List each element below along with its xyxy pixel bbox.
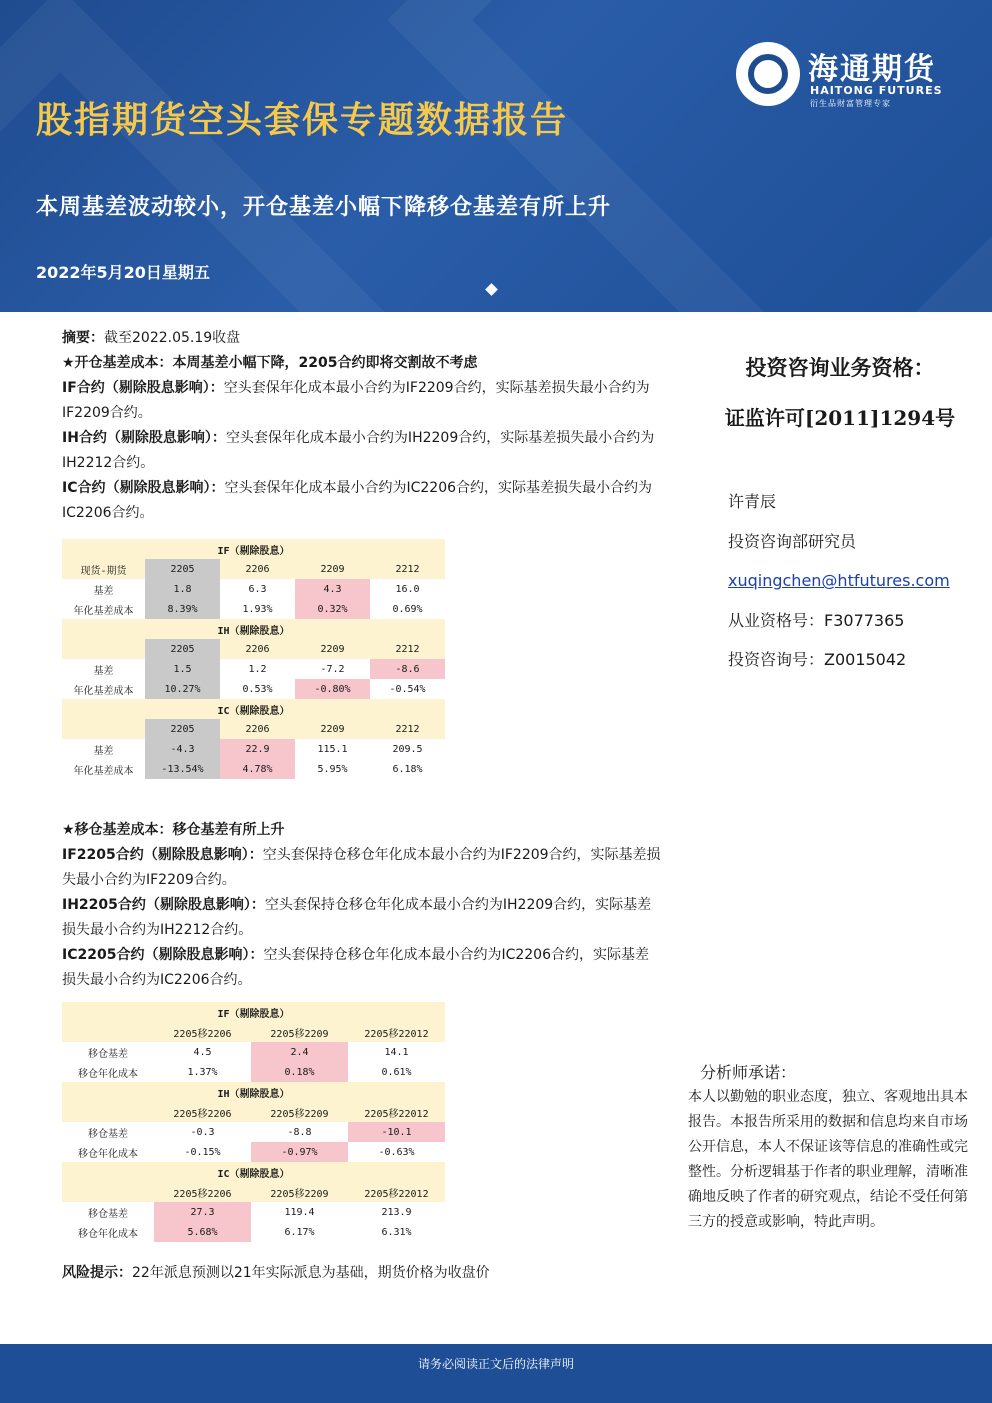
table-col-header: 2205 bbox=[145, 639, 220, 659]
table-corner-blank bbox=[62, 639, 145, 659]
table-corner-blank bbox=[62, 1182, 154, 1202]
table-col-header: 2205移2209 bbox=[270, 1028, 329, 1040]
table-corner: 现货-期货 bbox=[80, 565, 127, 577]
table-col-header: 2212 bbox=[395, 563, 420, 575]
row-label: 移仓年化成本 bbox=[78, 1148, 138, 1160]
table-group-title: IC（剔除股息） bbox=[62, 1162, 445, 1182]
table-cell: -13.54% bbox=[145, 759, 220, 779]
logo-name-cn: 海通期货 bbox=[808, 52, 936, 87]
roll-item-ic bbox=[62, 943, 662, 993]
table-cell: 8.39% bbox=[145, 599, 220, 619]
table-col-header: 2205 bbox=[145, 559, 220, 579]
summary-text: 截至2022.05.19收盘 bbox=[104, 330, 241, 346]
table-group-title: IF（剔除股息） bbox=[62, 539, 445, 559]
table-cell: -0.15% bbox=[184, 1146, 221, 1158]
table-row bbox=[62, 739, 445, 759]
roll-item-ih bbox=[62, 893, 662, 943]
table-cell: 0.61% bbox=[381, 1066, 412, 1078]
open-item-body: 空头套保年化成本最小合约为IC2206合约，实际基差损失最小合约为IC2206合约。 bbox=[62, 480, 653, 521]
row-label: 移仓年化成本 bbox=[78, 1068, 138, 1080]
table-cell: 5.68% bbox=[154, 1222, 251, 1242]
row-label: 移仓基差 bbox=[88, 1048, 128, 1060]
summary-line bbox=[62, 326, 662, 351]
table-corner-blank bbox=[62, 1022, 154, 1042]
table-cell: -0.54% bbox=[389, 683, 426, 695]
table-cell: 10.27% bbox=[145, 679, 220, 699]
row-label: 年化基差成本 bbox=[73, 765, 134, 777]
table-cell: 6.3 bbox=[248, 583, 267, 595]
open-item-head: IH合约（剔除股息影响）： bbox=[62, 430, 226, 446]
table-col-header: 2206 bbox=[245, 563, 270, 575]
analyst-advisory: 投资咨询号：Z0015042 bbox=[728, 650, 907, 669]
table-cell: 14.1 bbox=[384, 1046, 409, 1058]
roll-item-body: 空头套保持仓移仓年化成本最小合约为IF2209合约，实际基差损失最小合约为IF2209合约。 bbox=[62, 847, 661, 888]
table-cell: 0.18% bbox=[251, 1062, 348, 1082]
row-label: 移仓基差 bbox=[88, 1208, 128, 1220]
table-cell: -0.63% bbox=[378, 1146, 415, 1158]
table-cell: 0.69% bbox=[392, 603, 423, 615]
table-cell: 0.53% bbox=[242, 683, 273, 695]
row-label: 基差 bbox=[93, 585, 114, 597]
table-cell: 6.17% bbox=[284, 1226, 315, 1238]
table-cell: 22.9 bbox=[220, 739, 295, 759]
report-date: 2022年5月20日星期五 bbox=[36, 263, 210, 282]
roll-section bbox=[62, 818, 662, 993]
footer-legal-note: 请务必阅读正文后的法律声明 bbox=[417, 1357, 574, 1371]
table-group-title: IH（剔除股息） bbox=[62, 619, 445, 639]
table-row bbox=[62, 1122, 445, 1142]
table-col-header: 2205移22012 bbox=[364, 1028, 429, 1040]
table-cell: 16.0 bbox=[395, 583, 420, 595]
company-logo bbox=[736, 42, 956, 110]
table-col-header: 2205移2209 bbox=[270, 1108, 329, 1120]
table-row bbox=[62, 1222, 445, 1242]
table-group-title: IH（剔除股息） bbox=[62, 1082, 445, 1102]
roll-basis-table bbox=[62, 1002, 445, 1242]
table-cell: 1.37% bbox=[187, 1066, 218, 1078]
analyst-info bbox=[728, 482, 950, 680]
summary-section bbox=[62, 326, 662, 526]
header-banner bbox=[0, 0, 992, 312]
table-cell: 4.78% bbox=[220, 759, 295, 779]
open-item-ic bbox=[62, 476, 662, 526]
analyst-name: 许青辰 bbox=[728, 492, 777, 511]
report-subtitle: 本周基差波动较小，开仓基差小幅下降移仓基差有所上升 bbox=[36, 194, 612, 220]
table-row bbox=[62, 599, 445, 619]
table-cell: 213.9 bbox=[381, 1206, 412, 1218]
table-row bbox=[62, 679, 445, 699]
open-item-body: 空头套保年化成本最小合约为IF2209合约，实际基差损失最小合约为IF2209合约。 bbox=[62, 380, 650, 421]
roll-cost-title: ★移仓基差成本：移仓基差有所上升 bbox=[62, 822, 285, 838]
diamond-icon bbox=[485, 283, 498, 296]
table-cell: -0.97% bbox=[251, 1142, 348, 1162]
table-cell: 6.18% bbox=[392, 763, 423, 775]
table-cell: -8.6 bbox=[370, 659, 445, 679]
table-row bbox=[62, 1142, 445, 1162]
table-col-header: 2209 bbox=[320, 723, 345, 735]
risk-label: 风险提示： bbox=[62, 1265, 132, 1281]
row-label: 年化基差成本 bbox=[73, 605, 134, 617]
table-col-header: 2209 bbox=[320, 563, 345, 575]
table-col-header: 2205移22012 bbox=[364, 1188, 429, 1200]
table-cell: 1.93% bbox=[242, 603, 273, 615]
qualification-block bbox=[700, 352, 980, 431]
table-col-header: 2205 bbox=[145, 719, 220, 739]
table-group-title: IF（剔除股息） bbox=[62, 1002, 445, 1022]
footer-bar bbox=[0, 1344, 992, 1403]
roll-item-head: IC2205合约（剔除股息影响）： bbox=[62, 947, 264, 963]
table-cell: 119.4 bbox=[284, 1206, 315, 1218]
summary-label: 摘要： bbox=[62, 330, 104, 346]
table-row bbox=[62, 759, 445, 779]
table-col-header: 2206 bbox=[245, 723, 270, 735]
table-col-header: 2205移2206 bbox=[173, 1028, 232, 1040]
risk-text: 22年派息预测以21年实际派息为基础，期货价格为收盘价 bbox=[132, 1265, 490, 1281]
analyst-cert: 从业资格号：F3077365 bbox=[728, 610, 905, 630]
table-col-header: 2212 bbox=[395, 723, 420, 735]
table-col-header: 2205移2206 bbox=[173, 1108, 232, 1120]
logo-tagline: 衍生品财富管理专家 bbox=[810, 99, 891, 108]
table-cell: 4.3 bbox=[295, 579, 370, 599]
risk-notice bbox=[62, 1262, 490, 1282]
row-label: 移仓年化成本 bbox=[78, 1228, 138, 1240]
table-cell: 209.5 bbox=[392, 743, 423, 755]
table-cell: -0.80% bbox=[295, 679, 370, 699]
roll-item-body: 空头套保持仓移仓年化成本最小合约为IH2209合约，实际基差损失最小合约为IH2212合约。 bbox=[62, 897, 652, 938]
row-label: 移仓基差 bbox=[88, 1128, 128, 1140]
table-cell: 27.3 bbox=[154, 1202, 251, 1222]
table-col-header: 2205移2206 bbox=[173, 1188, 232, 1200]
table-cell: -7.2 bbox=[320, 663, 345, 675]
table-cell: -0.3 bbox=[190, 1126, 215, 1138]
table-cell: -10.1 bbox=[348, 1122, 445, 1142]
table-row bbox=[62, 1062, 445, 1082]
row-label: 年化基差成本 bbox=[73, 685, 134, 697]
roll-item-if bbox=[62, 843, 662, 893]
table-group-title: IC（剔除股息） bbox=[62, 699, 445, 719]
table-col-header: 2212 bbox=[395, 643, 420, 655]
qualification-title: 投资咨询业务资格： bbox=[745, 355, 935, 380]
report-title: 股指期货空头套保专题数据报告 bbox=[36, 99, 569, 141]
table-row bbox=[62, 1202, 445, 1222]
open-item-body: 空头套保年化成本最小合约为IH2209合约，实际基差损失最小合约为IH2212合约。 bbox=[62, 430, 655, 471]
logo-name-en: HAITONG FUTURES bbox=[810, 84, 943, 97]
roll-item-head: IH2205合约（剔除股息影响）： bbox=[62, 897, 265, 913]
table-cell: 5.95% bbox=[317, 763, 348, 775]
table-col-header: 2205移2209 bbox=[270, 1188, 329, 1200]
table-corner-blank bbox=[62, 1102, 154, 1122]
analyst-promise bbox=[688, 1060, 978, 1235]
roll-item-head: IF2205合约（剔除股息影响）： bbox=[62, 847, 263, 863]
table-cell: -8.8 bbox=[287, 1126, 312, 1138]
table-corner-blank bbox=[62, 719, 145, 739]
roll-item-body: 空头套保持仓移仓年化成本最小合约为IC2206合约，实际基差损失最小合约为IC2206合约。 bbox=[62, 947, 649, 988]
logo-mark-icon bbox=[736, 42, 800, 106]
table-col-header: 2209 bbox=[320, 643, 345, 655]
table-cell: 2.4 bbox=[251, 1042, 348, 1062]
table-cell: 0.32% bbox=[295, 599, 370, 619]
table-cell: 4.5 bbox=[193, 1046, 212, 1058]
table-row bbox=[62, 659, 445, 679]
open-item-head: IC合约（剔除股息影响）： bbox=[62, 480, 225, 496]
row-label: 基差 bbox=[93, 665, 114, 677]
promise-text: 本人以勤勉的职业态度，独立、客观地出具本报告。本报告所采用的数据和信息均来自市场公开信息，本人不保证该等信息的准确性或完整性。分析逻辑基于作者的职业理解，清晰准确地反映了作者的研究观点，结论不受任何第三方的授意或影响，特此声明。 bbox=[688, 1089, 968, 1230]
license-number: 证监许可[2011]1294号 bbox=[724, 406, 956, 430]
open-basis-table bbox=[62, 539, 445, 779]
table-cell: -4.3 bbox=[145, 739, 220, 759]
table-row bbox=[62, 1042, 445, 1062]
analyst-email-link[interactable]: xuqingchen@htfutures.com bbox=[728, 571, 950, 590]
table-col-header: 2205移22012 bbox=[364, 1108, 429, 1120]
table-cell: 1.5 bbox=[145, 659, 220, 679]
open-item-head: IF合约（剔除股息影响）： bbox=[62, 380, 224, 396]
open-item-ih bbox=[62, 426, 662, 476]
table-cell: 6.31% bbox=[381, 1226, 412, 1238]
table-cell: 1.2 bbox=[248, 663, 267, 675]
table-cell: 1.8 bbox=[145, 579, 220, 599]
table-cell: 115.1 bbox=[317, 743, 348, 755]
promise-title: 分析师承诺： bbox=[700, 1063, 797, 1082]
table-col-header: 2206 bbox=[245, 643, 270, 655]
open-item-if bbox=[62, 376, 662, 426]
analyst-role: 投资咨询部研究员 bbox=[728, 531, 857, 551]
table-row bbox=[62, 579, 445, 599]
row-label: 基差 bbox=[93, 745, 114, 757]
open-cost-title: ★开仓基差成本：本周基差小幅下降，2205合约即将交割故不考虑 bbox=[62, 355, 478, 371]
